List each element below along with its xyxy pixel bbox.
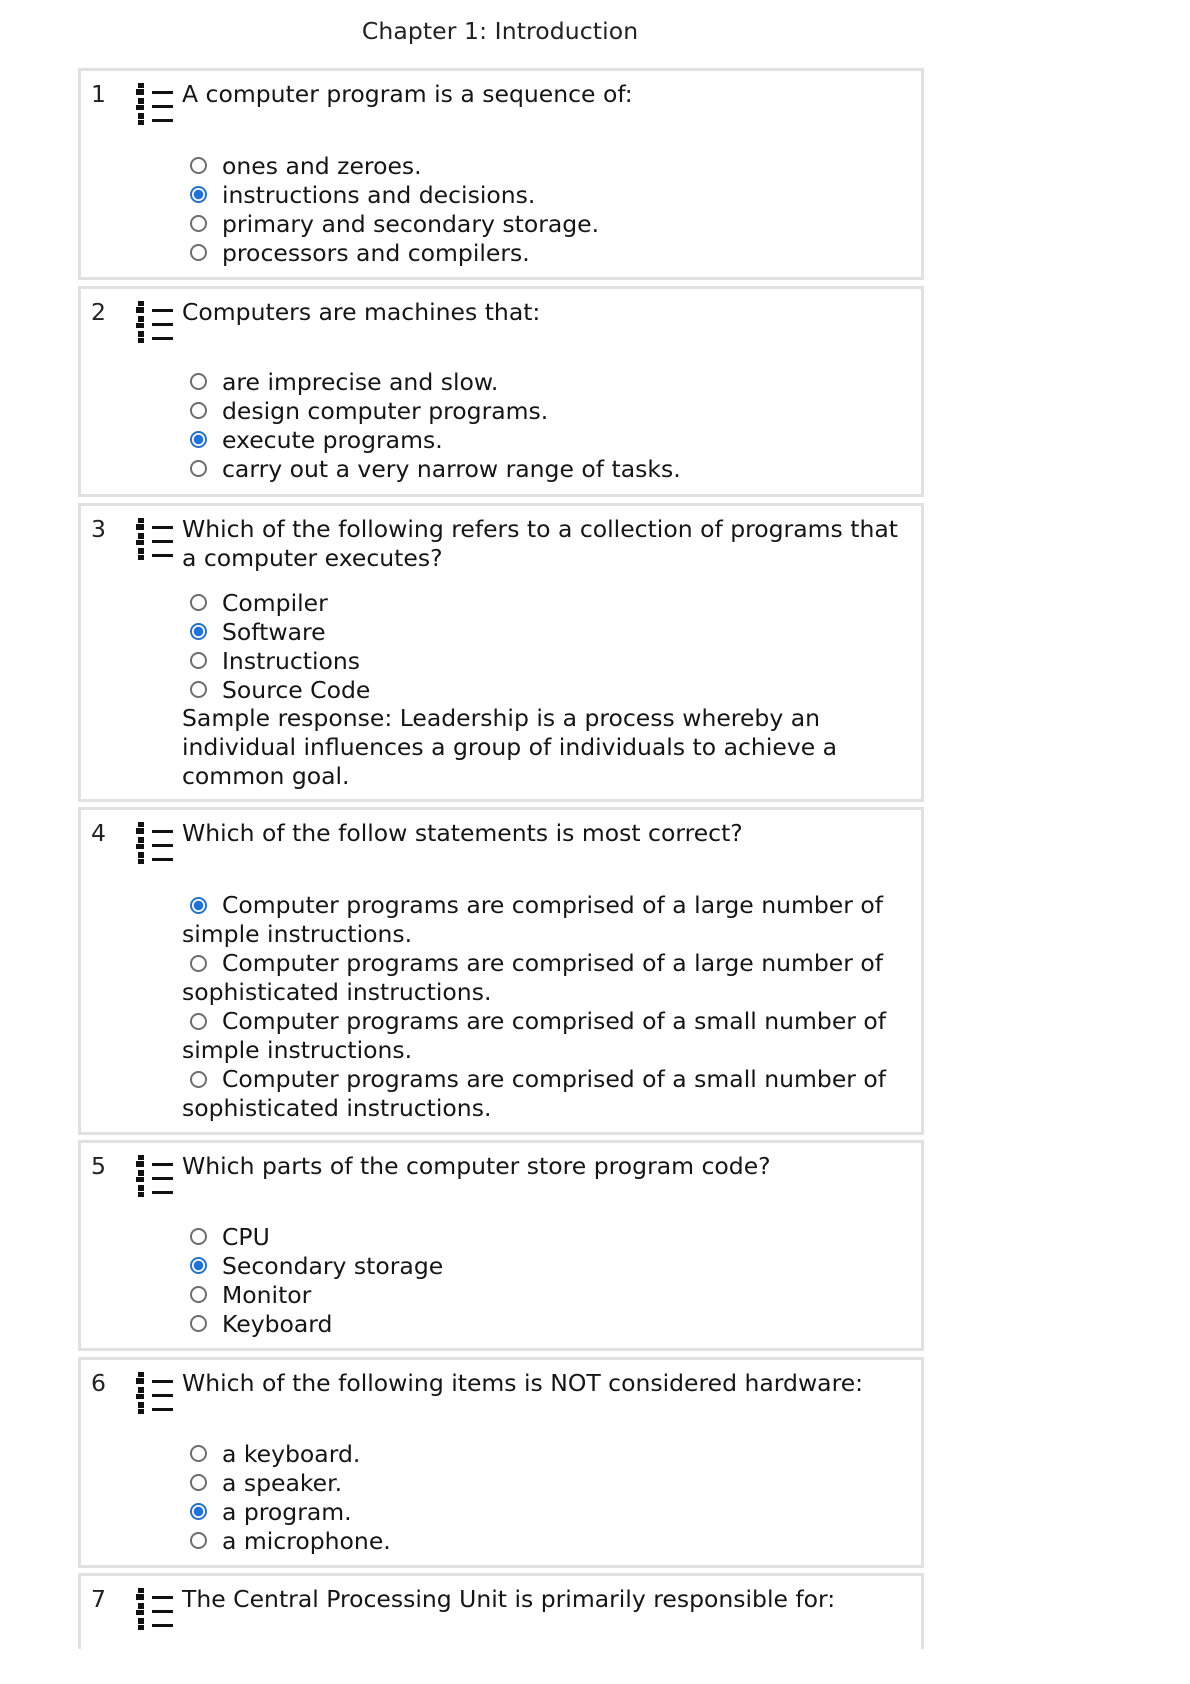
answer-option[interactable] [182,425,922,454]
radio-button-selected[interactable] [190,623,207,640]
answer-label: Compiler [222,588,328,617]
multiple-choice-icon [136,1372,176,1416]
radio-button[interactable] [190,1474,207,1491]
radio-button[interactable] [190,460,207,477]
sample-response: Sample response: Leadership is a process whereby an individual influences a group of individuals to achieve a common goal. [182,704,838,790]
radio-button[interactable] [190,402,207,419]
answer-label: processors and compilers. [222,238,530,267]
radio-button[interactable] [190,1445,207,1462]
answer-option[interactable] [182,209,922,238]
answer-label: Instructions [222,646,361,675]
question-number: 3 [91,515,106,543]
answer-option[interactable] [182,675,922,704]
question-card-5 [78,1140,924,1351]
answer-option[interactable] [182,1007,917,1065]
radio-button[interactable] [190,244,207,261]
answer-label: instructions and decisions. [222,180,536,209]
answer-option[interactable] [182,151,922,180]
question-number: 1 [91,80,106,108]
answer-label: primary and secondary storage. [222,209,600,238]
answer-label: Computer programs are comprised of a small number of sophisticated instructions. [182,1065,887,1122]
question-number: 7 [91,1585,106,1613]
answer-option[interactable] [182,1309,922,1338]
answer-options [182,588,922,791]
radio-button-selected[interactable] [190,1503,207,1520]
radio-button[interactable] [190,373,207,390]
radio-button[interactable] [190,1013,207,1030]
radio-button[interactable] [190,1532,207,1549]
answer-options [182,1222,922,1338]
radio-button[interactable] [190,652,207,669]
question-card-1 [78,68,924,280]
answer-option[interactable] [182,1280,922,1309]
answer-option[interactable] [182,238,922,267]
answer-option[interactable] [182,949,917,1007]
question-card-2 [78,286,924,497]
multiple-choice-icon [136,822,176,866]
answer-label: design computer programs. [222,396,549,425]
answer-label: Computer programs are comprised of a large number of simple instructions. [182,891,884,948]
question-number: 6 [91,1369,106,1397]
radio-button[interactable] [190,1071,207,1088]
radio-button-selected[interactable] [190,897,207,914]
question-text: Which of the follow statements is most correct? [182,819,743,847]
answer-option[interactable] [182,1439,922,1468]
answer-option[interactable] [182,1497,922,1526]
question-card-6 [78,1357,924,1568]
answer-label: a program. [222,1497,352,1526]
answer-label: Software [222,617,326,646]
answer-label: ones and zeroes. [222,151,422,180]
question-number: 4 [91,819,106,847]
question-text: Which parts of the computer store program code? [182,1152,771,1180]
question-text: The Central Processing Unit is primarily responsible for: [182,1585,836,1613]
answer-option[interactable] [182,367,922,396]
answer-option[interactable] [182,1526,922,1555]
answer-label: Computer programs are comprised of a small number of simple instructions. [182,1007,887,1064]
question-text: Computers are machines that: [182,298,541,326]
question-text: Which of the following items is NOT considered hardware: [182,1369,864,1397]
question-card-4 [78,807,924,1135]
answer-option[interactable] [182,617,922,646]
question-card-7 [78,1573,924,1649]
answer-options [182,367,922,483]
radio-button-selected[interactable] [190,186,207,203]
radio-button[interactable] [190,1315,207,1332]
radio-button[interactable] [190,157,207,174]
answer-option[interactable] [182,454,922,483]
answer-option[interactable] [182,1251,922,1280]
question-number: 5 [91,1152,106,1180]
answer-label: Monitor [222,1280,312,1309]
multiple-choice-icon [136,83,176,127]
answer-options [182,151,922,267]
answer-label: a speaker. [222,1468,343,1497]
answer-label: are imprecise and slow. [222,367,499,396]
radio-button[interactable] [190,1286,207,1303]
question-card-3 [78,503,924,802]
answer-label: a microphone. [222,1526,391,1555]
answer-option[interactable] [182,891,917,949]
radio-button[interactable] [190,681,207,698]
radio-button[interactable] [190,594,207,611]
answer-option[interactable] [182,1065,917,1123]
radio-button-selected[interactable] [190,1257,207,1274]
answer-option[interactable] [182,396,922,425]
radio-button[interactable] [190,1228,207,1245]
answer-label: Computer programs are comprised of a large number of sophisticated instructions. [182,949,884,1006]
question-text: A computer program is a sequence of: [182,80,633,108]
answer-label: carry out a very narrow range of tasks. [222,454,681,483]
answer-option[interactable] [182,1468,922,1497]
page-title: Chapter 1: Introduction [361,17,639,45]
answer-options [182,891,917,1123]
answer-option[interactable] [182,588,922,617]
radio-button-selected[interactable] [190,431,207,448]
answer-option[interactable] [182,646,922,675]
answer-options [182,1439,922,1555]
answer-option[interactable] [182,180,922,209]
answer-label: Keyboard [222,1309,333,1338]
multiple-choice-icon [136,1588,176,1632]
multiple-choice-icon [136,518,176,562]
answer-label: Secondary storage [222,1251,444,1280]
question-text: Which of the following refers to a collection of programs that a computer executes? [182,515,898,572]
multiple-choice-icon [136,1155,176,1199]
multiple-choice-icon [136,301,176,345]
answer-option[interactable] [182,1222,922,1251]
answer-label: execute programs. [222,425,443,454]
answer-label: a keyboard. [222,1439,361,1468]
radio-button[interactable] [190,955,207,972]
radio-button[interactable] [190,215,207,232]
question-number: 2 [91,298,106,326]
answer-label: Source Code [222,675,371,704]
answer-label: CPU [222,1222,270,1251]
